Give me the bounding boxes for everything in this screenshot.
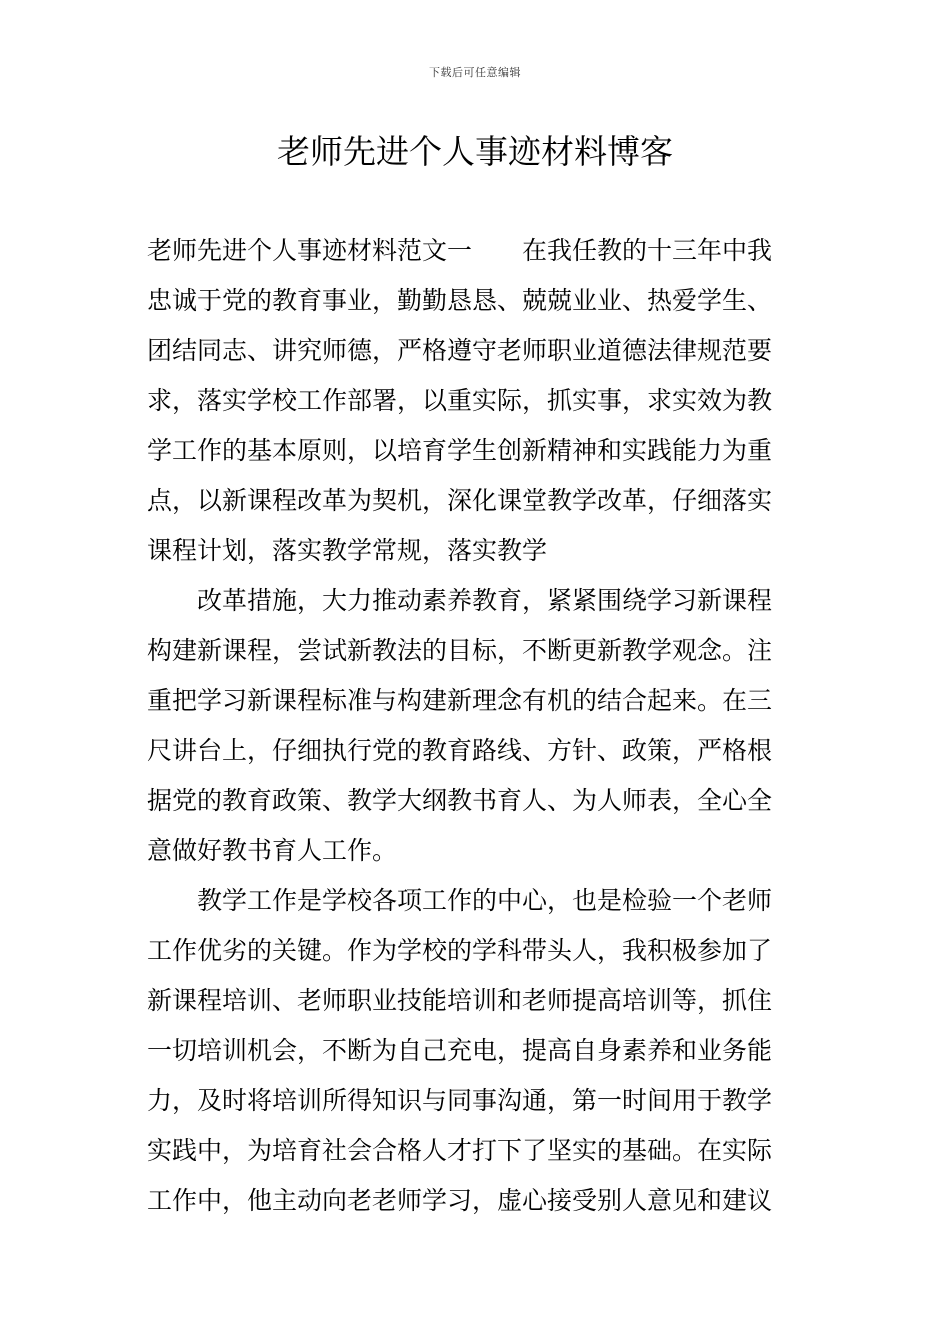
- body-line: 工作优劣的关键。作为学校的学科带头人，我积极参加了: [147, 936, 773, 965]
- body-line: 点，以新课程改革为契机，深化课堂教学改革，仔细落实: [147, 486, 773, 515]
- body-line: 求，落实学校工作部署，以重实际，抓实事，求实效为教: [147, 386, 773, 415]
- body-line: 新课程培训、老师职业技能培训和老师提高培训等，抓住: [147, 986, 773, 1015]
- body-line: 构建新课程，尝试新教法的目标，不断更新教学观念。注: [147, 636, 773, 665]
- body-line: 忠诚于党的教育事业，勤勤恳恳、兢兢业业、热爱学生、: [147, 286, 773, 315]
- body-line: 尺讲台上，仔细执行党的教育路线、方针、政策，严格根: [147, 736, 773, 765]
- body-line: 据党的教育政策、教学大纲教书育人、为人师表，全心全: [147, 786, 773, 815]
- body-line: 重把学习新课程标准与构建新理念有机的结合起来。在三: [147, 686, 773, 715]
- body-line: 一切培训机会，不断为自己充电，提高自身素养和业务能: [147, 1036, 773, 1065]
- body-line: 课程计划，落实教学常规，落实教学: [147, 536, 548, 565]
- body-line: 工作中，他主动向老老师学习，虚心接受别人意见和建议: [147, 1186, 773, 1215]
- header-note: 下载后可任意编辑: [429, 66, 521, 79]
- document-title: 老师先进个人事迹材料博客: [277, 132, 673, 171]
- body-line: 力，及时将培训所得知识与同事沟通，第一时间用于教学: [147, 1086, 773, 1115]
- body-line: 实践中，为培育社会合格人才打下了坚实的基础。在实际: [147, 1136, 773, 1165]
- paragraph-start-line: 改革措施，大力推动素养教育，紧紧围绕学习新课程: [197, 586, 773, 615]
- body-line: 学工作的基本原则，以培育学生创新精神和实践能力为重: [147, 436, 773, 465]
- document-body: [147, 226, 807, 1226]
- paragraph-start-line: 教学工作是学校各项工作的中心，也是检验一个老师: [197, 886, 773, 915]
- body-line: 团结同志、讲究师德，严格遵守老师职业道德法律规范要: [147, 336, 773, 365]
- body-line: 意做好教书育人工作。: [147, 836, 398, 865]
- body-line: 老师先进个人事迹材料范文一 在我任教的十三年中我: [147, 236, 773, 265]
